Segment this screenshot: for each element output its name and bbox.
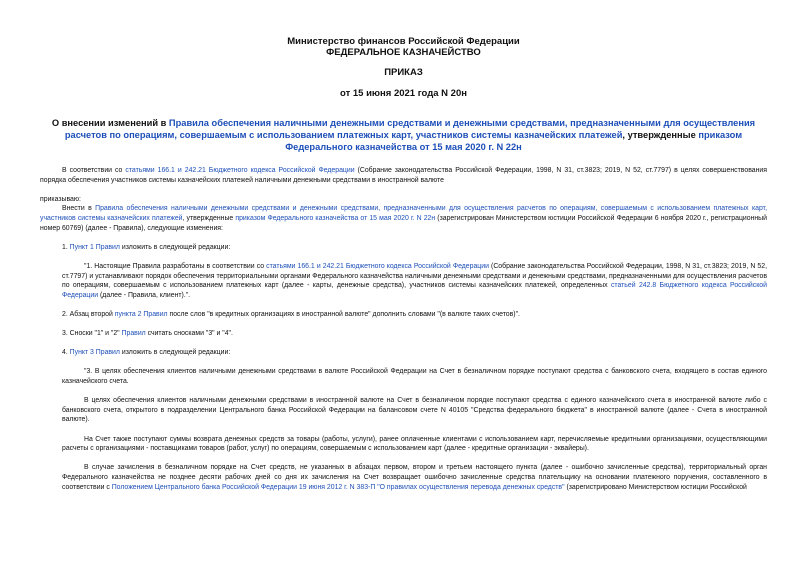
agency-name: ФЕДЕРАЛЬНОЕ КАЗНАЧЕЙСТВО: [326, 47, 481, 58]
link-rules[interactable]: Правил: [121, 330, 146, 338]
spacer: [40, 233, 767, 243]
paragraph-text: Внести в: [62, 205, 96, 213]
link-rules-point-2[interactable]: пункта 2 Правил: [114, 310, 168, 318]
spacer: [40, 454, 767, 464]
paragraph-text: (Собрание законодательства Российской Федерации, 1998, N 31, ст.3823; 2019, N 52, ст.7797) в целях совершенствования порядка обеспечения участников системы казначейских платежей наличными денежными средствами в иностранной валюте: [40, 167, 767, 184]
paragraph-text: "1. Настоящие Правила разработаны в соответствии со: [84, 262, 267, 270]
paragraph-text: 2. Абзац второй: [62, 310, 115, 318]
document-body: [40, 166, 767, 492]
link-rules-point-1[interactable]: Пункт 1 Правил: [69, 243, 120, 251]
paragraph-quoted-point-1: [40, 262, 767, 300]
paragraph-text: В соответствии со: [62, 167, 126, 174]
link-budget-code-articles[interactable]: статьями 166.1 и 242.21 Бюджетного кодекса Российской Федерации: [266, 262, 489, 270]
paragraph-text: , утвержденные: [182, 214, 236, 222]
spacer: [40, 300, 767, 310]
paragraph-item-4: [40, 348, 767, 358]
paragraph-foreign-currency: В целях обеспечения клиентов наличными денежными средствами в иностранной валюте на Счет в безналичном порядке поступают средства с единого казначейского счета в иностранной валюте либо с банковского счета, открытого в подразделении Центрального банка Российской Федерации на балансовом счете N 40105 "Средства федерального бюджета" в иностранной валюте (далее - Счета в иностранной валюте).: [62, 397, 767, 424]
paragraph-text: изложить в следующей редакции:: [119, 243, 231, 251]
paragraph-erroneous-funds: [40, 463, 767, 492]
spacer: [40, 185, 767, 195]
paragraph-text: (зарегистрирован Министерством юстиции Российской Федерации 6 ноября 2020 г., регистрационный номер 60769) (далее - Правила), следующие изменения:: [40, 214, 767, 232]
paragraph-quoted-point-3: "3. В целях обеспечения клиентов наличными денежными средствами в валюте Российской Федерации на Счет в безналичном порядке поступают средства с банковского счета, входящего в состав единого казначейского счета.: [62, 368, 767, 386]
paragraph-item-2: [40, 310, 767, 320]
title-text: , утвержденные: [622, 130, 699, 140]
link-rules[interactable]: Правила обеспечения наличными денежными средствами и денежными средствами, предназначенными для осуществления расчетов по операциям, совершаемым с использованием платежных карт, участников системы казначейских платежей: [40, 205, 767, 222]
link-rules-point-3[interactable]: Пункт 3 Правил: [69, 349, 120, 357]
link-budget-code-article-242-8[interactable]: статьей 242.8 Бюджетного кодекса Российской Федерации: [62, 282, 767, 299]
document-type: ПРИКАЗ: [384, 67, 423, 78]
document-title: [40, 117, 767, 153]
item-number: 1.: [62, 243, 70, 251]
title-link-rules[interactable]: Правила обеспечения наличными денежными средствами и денежными средствами, предназначенными для осуществления расчетов по операциям, совершаемым с использованием платежных карт, участников системы казначейских платежей: [64, 118, 756, 140]
paragraph-preamble: [40, 166, 767, 185]
spacer: [40, 387, 767, 397]
paragraph-text: (зарегистрировано Министерством юстиции Российской: [564, 483, 747, 491]
paragraph-text: (далее - Правила, клиент).".: [98, 291, 191, 299]
spacer: [40, 320, 767, 330]
paragraph-text: (Собрание законодательства Российской Федерации, 1998, N 31, ст.3823; 2019, N 52, ст.7797) и устанавливают порядок обеспечения территориальными органами Федерального казначейства наличными денежными средствами и денежными средствами, предназначенными для осуществления расчетов по операциям, совершаемым с использованием платежных карт (далее - карты, денежные средства), участников системы казначейских платежей, определенных: [62, 262, 767, 290]
title-link-order[interactable]: приказом Федерального казначейства от 15 мая 2020 г. N 22н: [285, 130, 743, 152]
link-central-bank-regulation[interactable]: Положением Центрального банка Российской Федерации 19 июня 2012 г. N 383-П "О правилах осуществления перевода денежных средств": [111, 483, 565, 491]
ministry-name: Министерство финансов Российской Федерации: [287, 36, 520, 47]
paragraph-text: изложить в следующей редакции:: [119, 349, 231, 357]
paragraph-text: В случае зачисления в безналичном порядке на Счет средств, не указанных в абзацах первом, втором и третьем настоящего пункта (далее - ошибочно зачисленные средства), территориальный орган Федерального казначейства не позднее десяти рабочих дней со дня их зачисления на Счет возвращает ошибочно зачисленные средства плательщику на основании платежного поручения, составленного в соответствии с: [62, 464, 767, 491]
link-order-22n[interactable]: приказом Федерального казначейства от 15 мая 2020 г. N 22н: [235, 214, 436, 222]
paragraph-refunds: На Счет также поступают суммы возврата денежных средств за товары (работы, услуги), ранее оплаченные клиентами с использованием карт, перечисляемые кредитными организациями, осуществляющими расчеты с организациями - поставщиками товаров (работ, услуг) по операциям, совершаемым с использованием карт (далее - кредитные организации - эквайеры).: [62, 435, 767, 453]
link-budget-code-articles[interactable]: статьями 166.1 и 242.21 Бюджетного кодекса Российской Федерации: [125, 167, 355, 174]
spacer: [40, 339, 767, 349]
title-text: О внесении изменений в: [51, 118, 169, 128]
paragraph-amendment-intro: [40, 204, 767, 233]
item-number: 4.: [62, 349, 70, 357]
document-date-number: от 15 июня 2021 года N 20н: [340, 88, 467, 99]
paragraph-text: после слов "в кредитных организациях в иностранной валюте" дополнить словами "(в валюте таких счетов)".: [167, 310, 520, 318]
paragraph-item-3: [40, 329, 767, 339]
spacer: [40, 358, 767, 368]
paragraph-text: 3. Сноски "1" и "2": [62, 330, 122, 338]
paragraph-text: считать сносками "3" и "4".: [145, 330, 233, 338]
spacer: [40, 252, 767, 262]
paragraph-item-1: [40, 243, 767, 253]
spacer: [40, 425, 767, 435]
paragraph-order-word: приказываю:: [40, 195, 81, 203]
